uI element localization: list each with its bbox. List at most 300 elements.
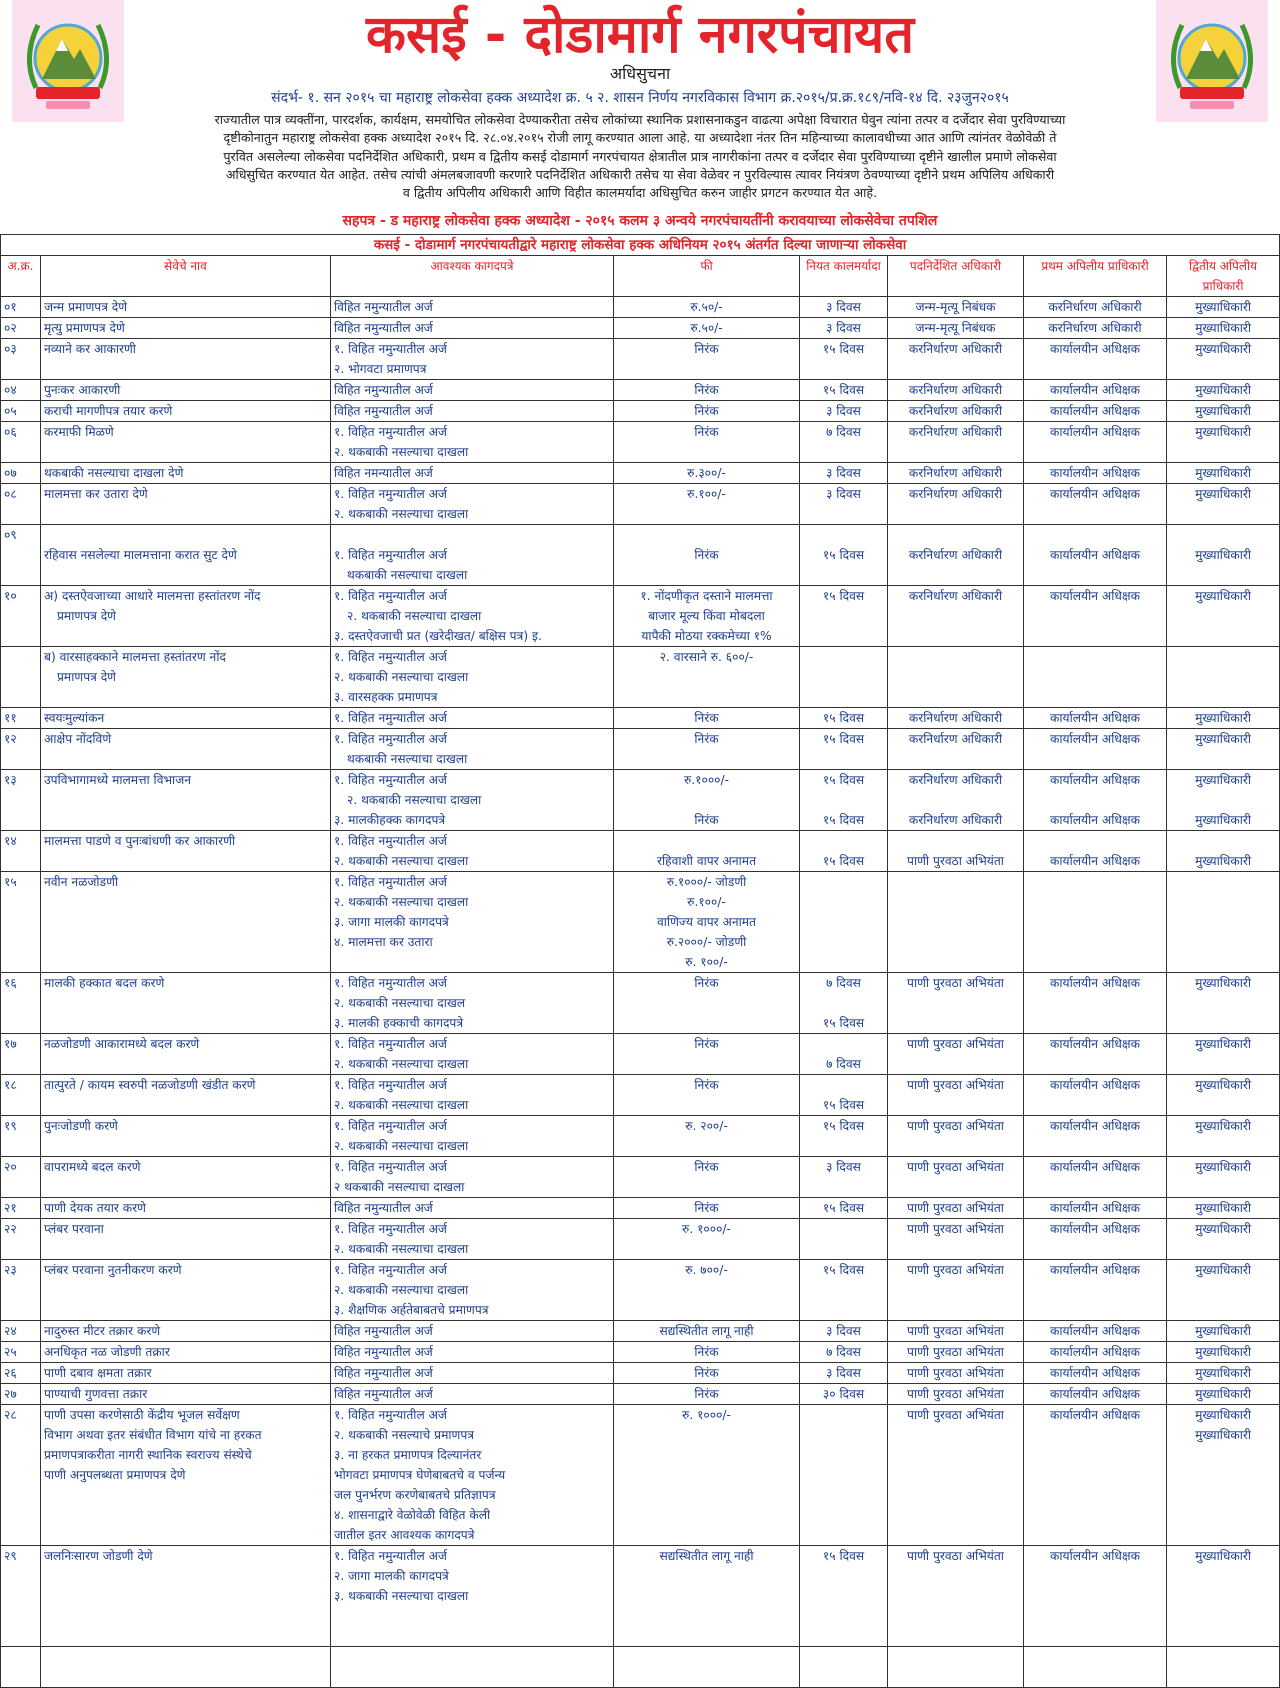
required-documents-line	[334, 952, 610, 972]
designated-officer-cell	[888, 1546, 1024, 1647]
service-fee-line: यापैकी मोठया रक्कमेच्या १%	[641, 629, 772, 643]
time-limit-line: ३ दिवस	[826, 1160, 861, 1174]
designated-officer-line: करनिर्धारण अधिकारी	[908, 425, 1003, 439]
service-fee-cell	[614, 1405, 800, 1546]
service-fee-cell	[614, 729, 800, 770]
designated-officer-line: जन्म-मृत्यू निबंधक	[915, 321, 996, 335]
time-limit-line: ३ दिवस	[826, 321, 861, 335]
service-fee-cell	[614, 339, 800, 380]
second-appellate-authority-cell	[1167, 1405, 1280, 1546]
service-fee-cell	[614, 422, 800, 463]
required-documents-line: २. थकबाकी नसल्याचा दाखला	[334, 854, 469, 868]
required-documents-cell	[331, 422, 614, 463]
second-appellate-authority-cell	[1167, 1260, 1280, 1321]
first-appellate-authority-cell	[1024, 770, 1167, 831]
second-appellate-authority-cell	[1167, 1034, 1280, 1075]
service-number-cell	[1, 1157, 41, 1198]
designated-officer-line: पाणी पुरवठा अभियंता	[907, 1160, 1004, 1174]
first-appellate-authority-line	[1027, 831, 1163, 851]
time-limit-cell	[800, 872, 888, 973]
required-documents-line: २. थकबाकी नसल्याचा दाखला	[334, 445, 469, 459]
service-name-line: मालमत्ता पाडणे व पुनःबांधणी कर आकारणी	[44, 834, 236, 848]
second-appellate-authority-cell	[1167, 729, 1280, 770]
service-fee-line: निरंक	[694, 1037, 719, 1051]
first-appellate-authority-line: करनिर्धारण अधिकारी	[1048, 300, 1142, 314]
first-appellate-authority-cell	[1024, 872, 1167, 973]
required-documents-cell	[331, 1198, 614, 1219]
empty-cell	[800, 1647, 888, 1688]
table-row	[1, 525, 1280, 586]
required-documents-line: ३. जागा मालकी कागदपत्रे	[334, 915, 449, 929]
service-number-cell	[1, 318, 41, 339]
second-appellate-authority-line: मुख्याधिकारी	[1195, 1201, 1252, 1215]
service-number-cell	[1, 708, 41, 729]
service-fee-cell	[614, 318, 800, 339]
second-appellate-authority-line: मुख्याधिकारी	[1195, 1428, 1252, 1442]
required-documents-line: १. विहित नमुन्यातील अर्ज	[334, 650, 447, 664]
service-fee-line: निरंक	[694, 1387, 719, 1401]
service-name-cell	[41, 422, 331, 463]
table-row	[1, 1321, 1280, 1342]
required-documents-line: ३. ना हरकत प्रमाणपत्र दिल्यानंतर	[334, 1448, 482, 1462]
service-number-cell	[1, 1198, 41, 1219]
second-appellate-authority-cell	[1167, 1116, 1280, 1157]
time-limit-line: १५ दिवस	[822, 773, 865, 787]
designated-officer-line: पाणी पुरवठा अभियंता	[907, 1078, 1004, 1092]
time-limit-line: १५ दिवस	[822, 1549, 865, 1563]
service-fee-line: निरंक	[694, 383, 719, 397]
designated-officer-line: पाणी पुरवठा अभियंता	[907, 1201, 1004, 1215]
empty-cell	[1, 1647, 41, 1688]
second-appellate-authority-line: मुख्याधिकारी	[1195, 466, 1252, 480]
designated-officer-cell	[888, 1342, 1024, 1363]
column-header: प्रथम अपिलीय प्राधिकारी	[1024, 256, 1167, 297]
column-header: अ.क्र.	[1, 256, 41, 297]
time-limit-cell	[800, 1384, 888, 1405]
service-fee-line	[617, 790, 796, 810]
municipal-emblem-icon	[1160, 3, 1264, 119]
service-name-cell	[41, 380, 331, 401]
required-documents-cell	[331, 1260, 614, 1321]
service-name-line: नवीन नळजोडणी	[44, 875, 119, 889]
service-fee-line	[617, 831, 796, 851]
designated-officer-line: करनिर्धारण अधिकारी	[908, 487, 1003, 501]
required-documents-line: २. थकबाकी नसल्याचा दाखल	[334, 996, 466, 1010]
service-fee-cell	[614, 463, 800, 484]
first-appellate-authority-cell	[1024, 297, 1167, 318]
second-appellate-authority-line: मुख्याधिकारी	[1195, 404, 1252, 418]
second-appellate-authority-cell	[1167, 1363, 1280, 1384]
time-limit-line: १५ दिवस	[822, 1119, 865, 1133]
designated-officer-line: पाणी पुरवठा अभियंता	[907, 1324, 1004, 1338]
service-number: ११	[4, 711, 17, 725]
service-name-line: अनधिकृत नळ जोडणी तक्रार	[44, 1345, 170, 1359]
service-fee-line: रु. १०००/-	[682, 1222, 731, 1236]
second-appellate-authority-cell	[1167, 831, 1280, 872]
first-appellate-authority-line: कार्यालयीन अधिक्षक	[1050, 1263, 1140, 1277]
time-limit-cell	[800, 297, 888, 318]
required-documents-cell	[331, 872, 614, 973]
second-appellate-authority-line: मुख्याधिकारी	[1195, 711, 1252, 725]
required-documents-cell	[331, 831, 614, 872]
first-appellate-authority-cell	[1024, 831, 1167, 872]
first-appellate-authority-cell	[1024, 708, 1167, 729]
required-documents-cell	[331, 1405, 614, 1546]
second-appellate-authority-cell	[1167, 463, 1280, 484]
service-name-line: जलनिःसारण जोडणी देणे	[44, 1549, 153, 1563]
designated-officer-cell	[888, 1321, 1024, 1342]
required-documents-line: २. थकबाकी नसल्याचा दाखला	[334, 1139, 469, 1153]
first-appellate-authority-line: कार्यालयीन अधिक्षक	[1050, 711, 1140, 725]
time-limit-cell	[800, 463, 888, 484]
designated-officer-line: करनिर्धारण अधिकारी	[908, 466, 1003, 480]
second-appellate-authority-line	[1170, 831, 1276, 851]
first-appellate-authority-cell	[1024, 586, 1167, 647]
second-appellate-authority-cell	[1167, 973, 1280, 1034]
designated-officer-line: करनिर्धारण अधिकारी	[908, 383, 1003, 397]
required-documents-line: १. विहित नमुन्यातील अर्ज	[334, 589, 447, 603]
services-table	[0, 234, 1280, 1688]
required-documents-line: १. विहित नमुन्यातील अर्ज	[334, 1263, 447, 1277]
column-header: सेवेचे नाव	[41, 256, 331, 297]
column-header: द्वितीय अपिलीय प्राधिकारी	[1167, 256, 1280, 297]
service-number-cell	[1, 729, 41, 770]
service-fee-cell	[614, 1546, 800, 1647]
time-limit-line: १५ दिवस	[822, 854, 865, 868]
first-appellate-authority-line: कार्यालयीन अधिक्षक	[1050, 383, 1140, 397]
second-appellate-authority-line: मुख्याधिकारी	[1195, 425, 1252, 439]
designated-officer-line: पाणी पुरवठा अभियंता	[907, 976, 1004, 990]
required-documents-cell	[331, 647, 614, 708]
designated-officer-line: करनिर्धारण अधिकारी	[908, 773, 1003, 787]
empty-cell	[888, 1647, 1024, 1688]
required-documents-cell	[331, 1546, 614, 1647]
service-number-cell	[1, 973, 41, 1034]
table-row	[1, 1363, 1280, 1384]
table-filler-row	[1, 1647, 1280, 1688]
service-name-line: नादुरुस्त मीटर तक्रार करणे	[44, 1324, 161, 1338]
service-number: २३	[4, 1263, 17, 1277]
time-limit-line: ३ दिवस	[826, 1366, 861, 1380]
service-number-cell	[1, 1363, 41, 1384]
second-appellate-authority-line	[1170, 647, 1276, 667]
time-limit-cell	[800, 1342, 888, 1363]
required-documents-line: १. विहित नमुन्यातील अर्ज	[334, 773, 447, 787]
service-fee-line: निरंक	[694, 548, 719, 562]
service-number: ०५	[4, 404, 17, 418]
service-number: २२	[4, 1222, 17, 1236]
time-limit-cell	[800, 770, 888, 831]
service-number-cell	[1, 339, 41, 380]
time-limit-cell	[800, 525, 888, 586]
time-limit-cell	[800, 1405, 888, 1546]
required-documents-line: विहित नमन्यातील अर्ज	[334, 466, 433, 480]
service-name-line: मृत्यु प्रमाणपत्र देणे	[44, 321, 125, 335]
first-appellate-authority-line: कार्यालयीन अधिक्षक	[1050, 813, 1140, 827]
time-limit-line: ३ दिवस	[826, 404, 861, 418]
designated-officer-line: करनिर्धारण अधिकारी	[908, 342, 1003, 356]
required-documents-line: १. विहित नमुन्यातील अर्ज	[334, 487, 447, 501]
service-fee-line: रु.५०/-	[690, 300, 723, 314]
service-name-line: आक्षेप नोंदविणे	[44, 732, 112, 746]
designated-officer-line: करनिर्धारण अधिकारी	[908, 404, 1003, 418]
service-fee-cell	[614, 401, 800, 422]
required-documents-line: २. थकबाकी नसल्याचा दाखला	[334, 1242, 469, 1256]
required-documents-line: १. विहित नमुन्यातील अर्ज	[334, 732, 447, 746]
designated-officer-cell	[888, 770, 1024, 831]
second-appellate-authority-line: मुख्याधिकारी	[1195, 589, 1252, 603]
required-documents-line: २. थकबाकी नसल्याचा दाखला	[334, 1098, 469, 1112]
service-number-cell	[1, 1260, 41, 1321]
table-body	[1, 297, 1280, 1688]
designated-officer-cell	[888, 463, 1024, 484]
service-fee-line: रु.१००/-	[687, 895, 726, 909]
intro-line: व द्वितीय अपिलीय अधिकारी आणि विहीत कालमर्यादा अधिसुचित करुन जाहीर प्रगटन करण्यात येत आहे.	[402, 185, 878, 201]
service-name-cell	[41, 401, 331, 422]
service-fee-cell	[614, 831, 800, 872]
first-appellate-authority-line: कार्यालयीन अधिक्षक	[1050, 1222, 1140, 1236]
required-documents-line	[334, 1606, 610, 1626]
designated-officer-line: करनिर्धारण अधिकारी	[908, 548, 1003, 562]
required-documents-cell	[331, 318, 614, 339]
table-row	[1, 647, 1280, 708]
designated-officer-line: पाणी पुरवठा अभियंता	[907, 1119, 1004, 1133]
service-number: ०३	[4, 342, 17, 356]
required-documents-cell	[331, 1342, 614, 1363]
table-row	[1, 1546, 1280, 1647]
required-documents-line: २. थकबाकी नसल्याचा दाखला	[334, 1057, 469, 1071]
service-name-cell	[41, 708, 331, 729]
required-documents-line: विहित नमुन्यातील अर्ज	[334, 321, 433, 335]
second-appellate-authority-line: मुख्याधिकारी	[1195, 1160, 1252, 1174]
service-fee-line: रु.५०/-	[690, 321, 723, 335]
designated-officer-cell	[888, 729, 1024, 770]
required-documents-cell	[331, 1363, 614, 1384]
second-appellate-authority-cell	[1167, 1321, 1280, 1342]
service-name-line: करमाफी मिळणे	[44, 425, 114, 439]
second-appellate-authority-line: मुख्याधिकारी	[1195, 342, 1252, 356]
service-fee-line: रु. ७००/-	[685, 1263, 728, 1277]
time-limit-line: ३ दिवस	[826, 487, 861, 501]
required-documents-line: ४. शासनाद्वारे वेळोवेळी विहित केली	[334, 1508, 491, 1522]
second-appellate-authority-cell	[1167, 647, 1280, 708]
service-name-cell	[41, 729, 331, 770]
service-number-cell	[1, 1384, 41, 1405]
designated-officer-cell	[888, 872, 1024, 973]
service-name-line: तात्पुरते / कायम स्वरुपी नळजोडणी खंडीत करणे	[44, 1078, 256, 1092]
time-limit-cell	[800, 1116, 888, 1157]
designated-officer-cell	[888, 586, 1024, 647]
time-limit-cell	[800, 586, 888, 647]
designated-officer-line	[891, 831, 1020, 851]
second-appellate-authority-cell	[1167, 1384, 1280, 1405]
designated-officer-line: पाणी पुरवठा अभियंता	[907, 1222, 1004, 1236]
required-documents-line: १. विहित नमुन्यातील अर्ज	[334, 548, 447, 562]
service-number: १५	[4, 875, 17, 889]
service-fee-line: निरंक	[694, 1201, 719, 1215]
designated-officer-line: पाणी पुरवठा अभियंता	[907, 1345, 1004, 1359]
table-row	[1, 463, 1280, 484]
second-appellate-authority-line: मुख्याधिकारी	[1195, 1366, 1252, 1380]
time-limit-line: ७ दिवस	[826, 1057, 861, 1071]
table-row	[1, 872, 1280, 973]
designated-officer-cell	[888, 1075, 1024, 1116]
time-limit-line: १५ दिवस	[822, 342, 865, 356]
annex-title: सहपत्र - ड महाराष्ट्र लोकसेवा हक्क अध्यादेश - २०१५ कलम ३ अन्वये नगरपंचायतींनी करावयाच्या लोकसेवेचा तपशिल	[342, 213, 938, 229]
table-row	[1, 1384, 1280, 1405]
first-appellate-authority-cell	[1024, 729, 1167, 770]
service-number: ०६	[4, 425, 17, 439]
service-fee-cell	[614, 525, 800, 586]
service-fee-line: रु.३००/-	[687, 466, 726, 480]
first-appellate-authority-cell	[1024, 318, 1167, 339]
second-appellate-authority-cell	[1167, 770, 1280, 831]
service-number-cell	[1, 1034, 41, 1075]
table-row	[1, 401, 1280, 422]
service-number-cell	[1, 831, 41, 872]
second-appellate-authority-cell	[1167, 586, 1280, 647]
designated-officer-cell	[888, 1198, 1024, 1219]
service-number-cell	[1, 1321, 41, 1342]
service-fee-line: निरंक	[694, 1160, 719, 1174]
time-limit-cell	[800, 831, 888, 872]
table-row	[1, 1219, 1280, 1260]
service-fee-cell	[614, 1116, 800, 1157]
required-documents-line: थकबाकी नसल्याचा दाखला	[347, 752, 468, 766]
table-row	[1, 1342, 1280, 1363]
time-limit-line: १५ दिवस	[822, 1201, 865, 1215]
service-number: १६	[4, 976, 17, 990]
designated-officer-cell	[888, 525, 1024, 586]
second-appellate-authority-cell	[1167, 1157, 1280, 1198]
first-appellate-authority-line: कार्यालयीन अधिक्षक	[1050, 425, 1140, 439]
required-documents-cell	[331, 729, 614, 770]
service-fee-line: सद्यस्थितीत लागू नाही	[659, 1549, 754, 1563]
service-name-cell	[41, 1116, 331, 1157]
second-appellate-authority-line: मुख्याधिकारी	[1195, 1549, 1252, 1563]
required-documents-line: भोगवटा प्रमाणपत्र घेणेबाबतचे व पर्जन्य	[334, 1468, 506, 1482]
first-appellate-authority-line: कार्यालयीन अधिक्षक	[1050, 342, 1140, 356]
service-fee-cell	[614, 380, 800, 401]
required-documents-line: १. विहित नमुन्यातील अर्ज	[334, 425, 447, 439]
time-limit-cell	[800, 973, 888, 1034]
time-limit-line: १५ दिवस	[822, 732, 865, 746]
service-fee-cell	[614, 484, 800, 525]
designated-officer-cell	[888, 380, 1024, 401]
time-limit-line: ७ दिवस	[826, 425, 861, 439]
table-row	[1, 1157, 1280, 1198]
second-appellate-authority-cell	[1167, 525, 1280, 586]
first-appellate-authority-line: कार्यालयीन अधिक्षक	[1050, 1366, 1140, 1380]
service-number-cell	[1, 1075, 41, 1116]
service-fee-line: निरंक	[694, 1345, 719, 1359]
required-documents-cell	[331, 380, 614, 401]
second-appellate-authority-line: मुख्याधिकारी	[1195, 773, 1252, 787]
time-limit-line: १५ दिवस	[822, 1016, 865, 1030]
required-documents-line: ३. दस्तऐवजाची प्रत (खरेदीखत/ बक्षिस पत्र) इ.	[334, 629, 542, 643]
required-documents-line: २. थकबाकी नसल्याचा दाखला	[347, 793, 482, 807]
required-documents-cell	[331, 770, 614, 831]
designated-officer-cell	[888, 1260, 1024, 1321]
required-documents-line: विहित नमुन्यातील अर्ज	[334, 1201, 433, 1215]
table-row	[1, 1260, 1280, 1321]
designated-officer-cell	[888, 1116, 1024, 1157]
second-appellate-authority-line: मुख्याधिकारी	[1195, 1119, 1252, 1133]
service-name-cell	[41, 339, 331, 380]
time-limit-line	[803, 993, 884, 1013]
service-number: ०२	[4, 321, 17, 335]
service-name-cell	[41, 1034, 331, 1075]
service-name-line: नळजोडणी आकारामध्ये बदल करणे	[44, 1037, 200, 1051]
service-number-cell	[1, 422, 41, 463]
designated-officer-line	[891, 790, 1020, 810]
designated-officer-cell	[888, 1157, 1024, 1198]
service-name-cell	[41, 973, 331, 1034]
table-row	[1, 422, 1280, 463]
intro-line: राज्यातील पात्र व्यक्तींना, पारदर्शक, कार्यक्षम, समयोचित लोकसेवा देण्याकरीता तसेच लोकांच्या स्थानिक प्रशासनाकडुन वाढत्या अपेक्षा विचारात घेवुन त्यांना तत्पर व दर्जेदार सेवा पुरविण्याच्या	[214, 112, 1066, 127]
service-number-cell	[1, 1342, 41, 1363]
service-name-line: पुनःकर आकारणी	[44, 383, 121, 397]
time-limit-line	[803, 1219, 884, 1239]
required-documents-line: जल पुनर्भरण करणेबाबतचे प्रतिज्ञापत्र	[334, 1488, 496, 1502]
time-limit-line: ७ दिवस	[826, 976, 861, 990]
logo-left	[12, 0, 124, 122]
empty-cell	[331, 1647, 614, 1688]
required-documents-line: विहित नमुन्यातील अर्ज	[334, 383, 433, 397]
required-documents-line: विहित नमुन्यातील अर्ज	[334, 300, 433, 314]
empty-cell	[614, 1647, 800, 1688]
first-appellate-authority-line: कार्यालयीन अधिक्षक	[1050, 1345, 1140, 1359]
required-documents-line: २ थकबाकी नसल्याचा दाखला	[334, 1180, 465, 1194]
service-fee-cell	[614, 1260, 800, 1321]
required-documents-line: ४. मालमत्ता कर उतारा	[334, 935, 433, 949]
service-name-line: कराची मागणीपत्र तयार करणे	[44, 404, 173, 418]
service-number: १८	[4, 1078, 17, 1092]
service-number: ०८	[4, 487, 17, 501]
column-header: पदनिर्देशित अधिकारी	[888, 256, 1024, 297]
designated-officer-line: करनिर्धारण अधिकारी	[908, 732, 1003, 746]
first-appellate-authority-line: कार्यालयीन अधिक्षक	[1050, 976, 1140, 990]
first-appellate-authority-cell	[1024, 1219, 1167, 1260]
column-header: नियत कालमर्यादा	[800, 256, 888, 297]
first-appellate-authority-line: कार्यालयीन अधिक्षक	[1050, 548, 1140, 562]
designated-officer-cell	[888, 484, 1024, 525]
service-name-cell	[41, 1342, 331, 1363]
required-documents-cell	[331, 1384, 614, 1405]
first-appellate-authority-line: कार्यालयीन अधिक्षक	[1050, 1549, 1140, 1563]
second-appellate-authority-line: मुख्याधिकारी	[1195, 321, 1252, 335]
service-name-line: विभाग अथवा इतर संबंधीत विभाग यांचे ना हरकत	[44, 1428, 262, 1442]
service-number-cell	[1, 463, 41, 484]
service-fee-line: सद्यस्थितीत लागू नाही	[659, 1324, 754, 1338]
logo-right	[1156, 0, 1268, 122]
required-documents-cell	[331, 586, 614, 647]
first-appellate-authority-line: कार्यालयीन अधिक्षक	[1050, 1160, 1140, 1174]
service-fee-cell	[614, 973, 800, 1034]
first-appellate-authority-line	[1027, 872, 1163, 892]
service-fee-line: निरंक	[694, 1366, 719, 1380]
service-fee-line: निरंक	[694, 711, 719, 725]
first-appellate-authority-line: कार्यालयीन अधिक्षक	[1050, 1201, 1140, 1215]
time-limit-line: १५ दिवस	[822, 711, 865, 725]
first-appellate-authority-cell	[1024, 1405, 1167, 1546]
time-limit-cell	[800, 1546, 888, 1647]
service-number: २९	[4, 1549, 17, 1563]
second-appellate-authority-line: मुख्याधिकारी	[1195, 1222, 1252, 1236]
service-name-line: अ) दस्तऐवजाच्या आधारे मालमत्ता हस्तांतरण नोंद	[44, 589, 261, 603]
second-appellate-authority-cell	[1167, 318, 1280, 339]
required-documents-line: विहित नमुन्यातील अर्ज	[334, 1345, 433, 1359]
